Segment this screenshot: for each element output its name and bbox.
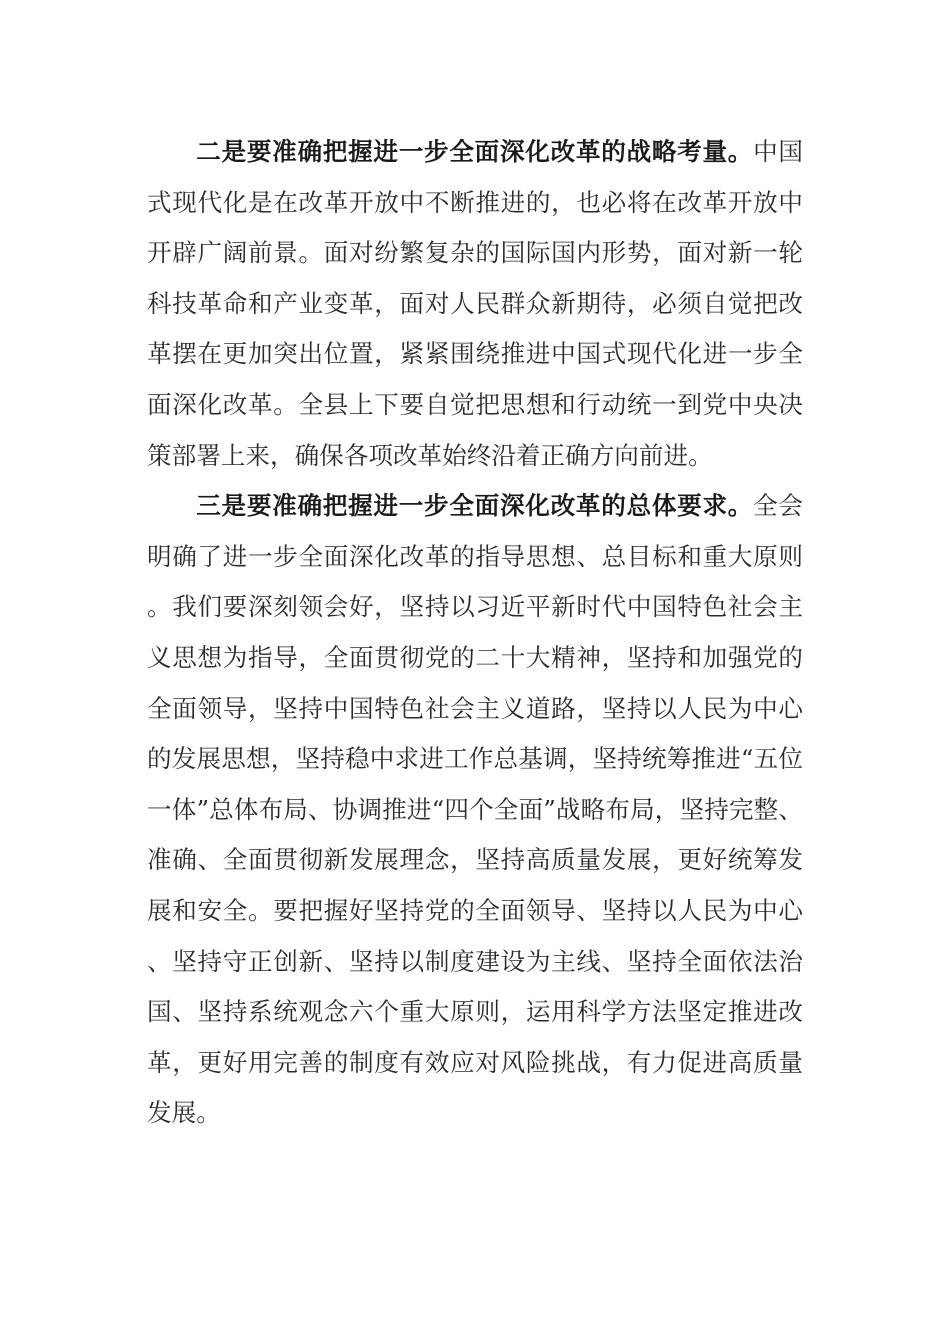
paragraph-strategic-considerations <box>147 127 803 481</box>
paragraph-overall-requirements <box>147 481 803 1139</box>
paragraph-body-text: 全会明确了进一步全面深化改革的指导思想、总目标和重大原则。我们要深刻领会好，坚持以习近平新时代中国特色社会主义思想为指导，全面贯彻党的二十大精神，坚持和加强党的全面领导，坚持中国特色社会主义道路，坚持以人民为中心的发展思想，坚持稳中求进工作总基调，坚持统筹推进“五位一体”总体布局、协调推进“四个全面”战略布局，坚持完整、准确、全面贯彻新发展理念，坚持高质量发展，更好统筹发展和安全。要把握好坚持党的全面领导、坚持以人民为中心、坚持守正创新、坚持以制度建设为主线、坚持全面依法治国、坚持系统观念六个重大原则，运用科学方法坚定推进改革，更好用完善的制度有效应对风险挑战，有力促进高质量发展。 <box>147 491 803 1128</box>
document-body <box>147 127 803 1139</box>
paragraph-lead-heading: 三是要准确把握进一步全面深化改革的总体要求。 <box>196 491 754 521</box>
paragraph-body-text: 中国式现代化是在改革开放中不断推进的，也必将在改革开放中开辟广阔前景。面对纷繁复杂的国际国内形势，面对新一轮科技革命和产业变革，面对人民群众新期待，必须自觉把改革摆在更加突出位置，紧紧围绕推进中国式现代化进一步全面深化改革。全县上下要自觉把思想和行动统一到党中央决策部署上来，确保各项改革始终沿着正确方向前进。 <box>147 137 803 470</box>
paragraph-lead-heading: 二是要准确把握进一步全面深化改革的战略考量。 <box>196 137 754 166</box>
